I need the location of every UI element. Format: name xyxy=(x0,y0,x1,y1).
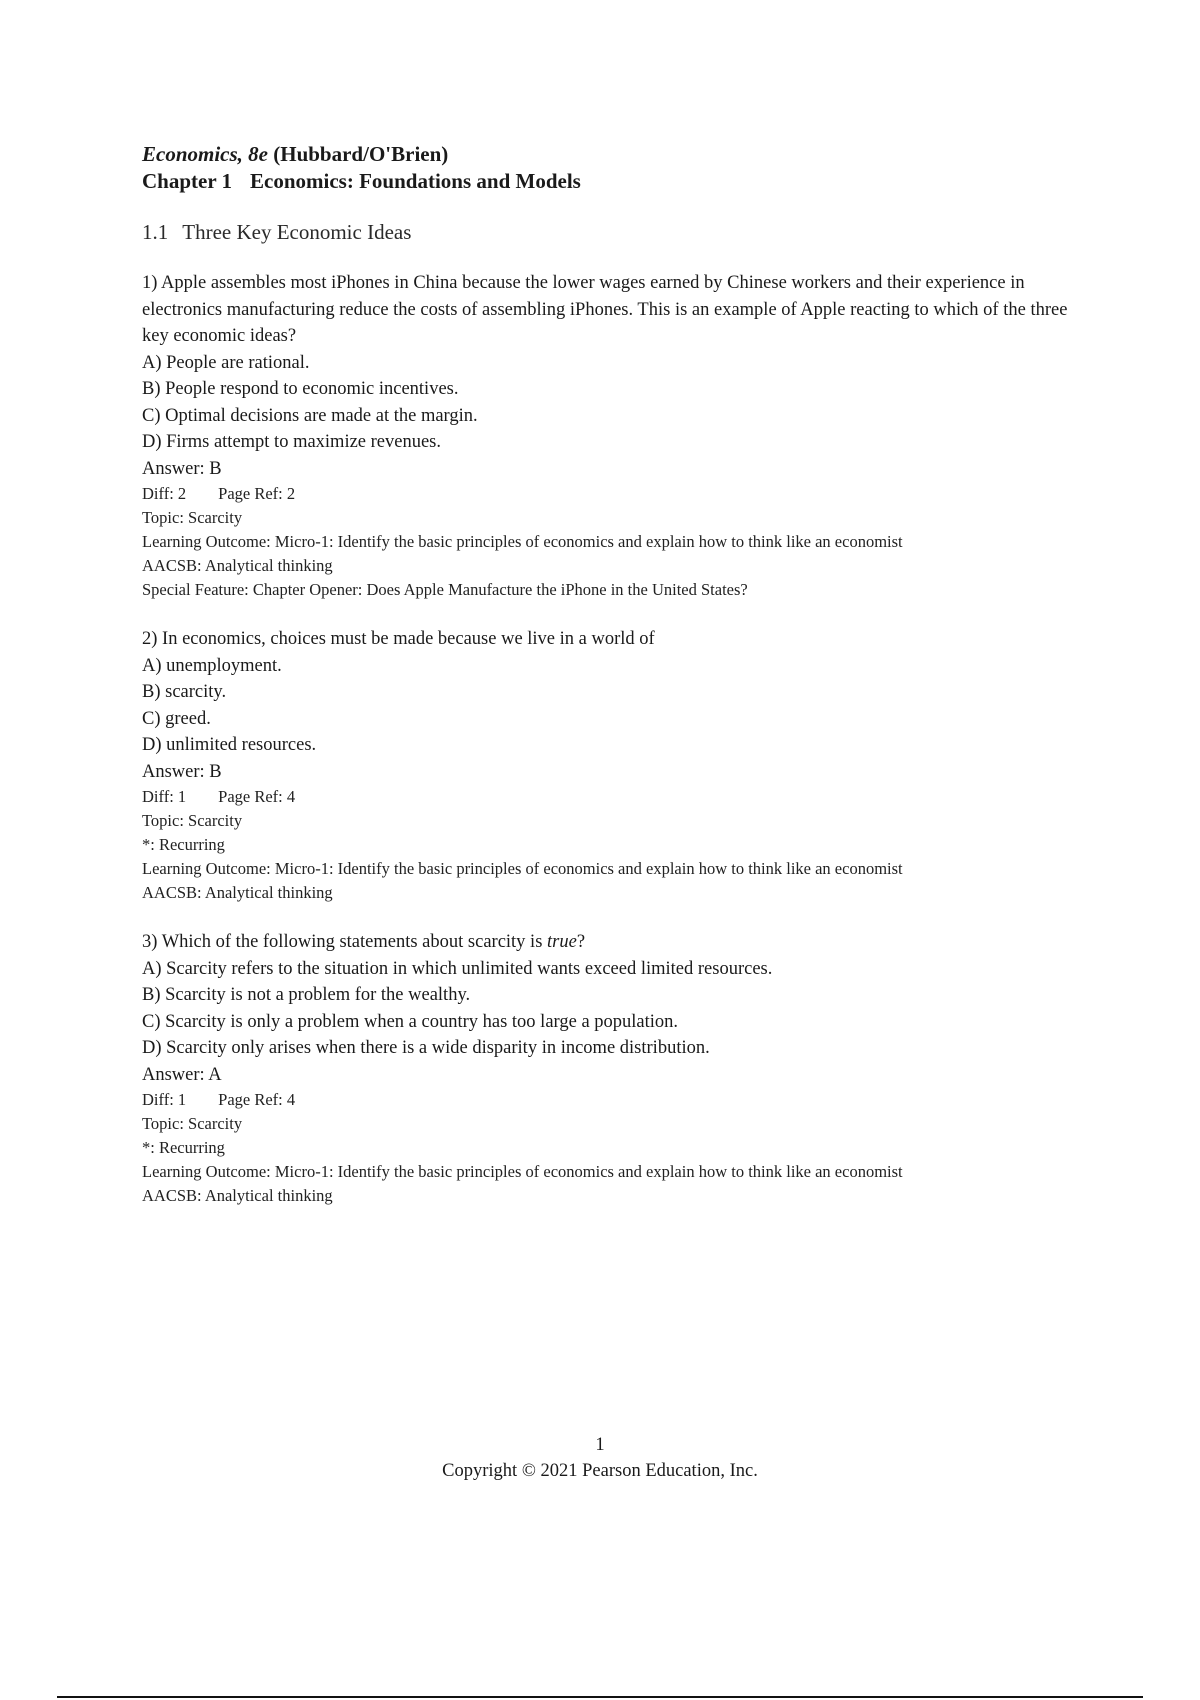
bottom-divider xyxy=(57,1696,1143,1698)
choice-a: A) unemployment. xyxy=(142,655,282,676)
page-ref: Page Ref: 4 xyxy=(218,1090,296,1109)
question-2 xyxy=(142,626,1082,905)
difficulty-pageref xyxy=(142,785,1082,809)
aacsb: AACSB: Analytical thinking xyxy=(142,883,333,902)
difficulty: Diff: 1 xyxy=(142,1090,187,1109)
question-text xyxy=(142,929,1082,956)
choice-d: D) Firms attempt to maximize revenues. xyxy=(142,432,442,452)
section-number: 1.1 xyxy=(142,220,169,244)
book-title-authors: (Hubbard/O'Brien) xyxy=(268,142,449,166)
aacsb: AACSB: Analytical thinking xyxy=(142,1186,333,1205)
question-text-end: ? xyxy=(576,932,586,952)
chapter-title xyxy=(142,168,1082,195)
difficulty: Diff: 2 xyxy=(142,484,187,503)
topic: Topic: Scarcity xyxy=(142,508,243,527)
difficulty-pageref xyxy=(142,482,1082,506)
choice-c: C) greed. xyxy=(142,708,211,729)
choice-b: B) Scarcity is not a problem for the wealthy. xyxy=(142,985,471,1005)
page-number: 1 xyxy=(595,1435,605,1455)
book-title xyxy=(142,141,1082,168)
page-ref: Page Ref: 4 xyxy=(218,787,296,806)
learning-outcome: Learning Outcome: Micro-1: Identify the basic principles of economics and explain how to think like an economist xyxy=(142,859,903,878)
question-text-start: 3) Which of the following statements about scarcity is xyxy=(142,932,548,952)
choice-b: B) People respond to economic incentives. xyxy=(142,379,459,399)
answer: Answer: A xyxy=(142,1064,222,1085)
choice-d: D) unlimited resources. xyxy=(142,735,317,755)
difficulty: Diff: 1 xyxy=(142,787,187,806)
choice-c: C) Scarcity is only a problem when a country has too large a population. xyxy=(142,1011,679,1032)
choice-d: D) Scarcity only arises when there is a wide disparity in income distribution. xyxy=(142,1038,710,1058)
learning-outcome: Learning Outcome: Micro-1: Identify the basic principles of economics and explain how to think like an economist xyxy=(142,532,903,551)
topic: Topic: Scarcity xyxy=(142,1114,243,1133)
book-title-italic: Economics, 8e xyxy=(142,142,268,166)
learning-outcome: Learning Outcome: Micro-1: Identify the basic principles of economics and explain how to think like an economist xyxy=(142,1162,903,1181)
chapter-name: Economics: Foundations and Models xyxy=(250,169,581,193)
topic: Topic: Scarcity xyxy=(142,811,243,830)
recurring: *: Recurring xyxy=(142,835,225,854)
chapter-number: Chapter 1 xyxy=(142,169,233,193)
difficulty-pageref xyxy=(142,1088,1082,1112)
question-3 xyxy=(142,929,1082,1208)
aacsb: AACSB: Analytical thinking xyxy=(142,556,333,575)
choice-b: B) scarcity. xyxy=(142,682,227,702)
question-text-emphasis: true xyxy=(547,932,577,952)
page-ref: Page Ref: 2 xyxy=(218,484,296,503)
question-text: 2) In economics, choices must be made because we live in a world of xyxy=(142,629,655,649)
answer: Answer: B xyxy=(142,458,222,479)
choice-c: C) Optimal decisions are made at the margin. xyxy=(142,405,478,426)
section-name: Three Key Economic Ideas xyxy=(182,220,412,244)
question-1 xyxy=(142,270,1082,602)
recurring: *: Recurring xyxy=(142,1138,225,1157)
special-feature: Special Feature: Chapter Opener: Does Apple Manufacture the iPhone in the United States? xyxy=(142,580,748,599)
choice-a: A) People are rational. xyxy=(142,352,310,373)
answer: Answer: B xyxy=(142,761,222,782)
page-content xyxy=(142,141,1082,1208)
choice-a: A) Scarcity refers to the situation in which unlimited wants exceed limited resources. xyxy=(142,958,773,979)
question-text: 1) Apple assembles most iPhones in China because the lower wages earned by Chinese workers and their experience in electronics manufacturing reduce the costs of assembling iPhones. This is an example of Apple reacting to which of the three key economic ideas? xyxy=(142,273,1068,346)
section-title xyxy=(142,219,1082,246)
copyright-notice: Copyright © 2021 Pearson Education, Inc. xyxy=(442,1461,758,1481)
